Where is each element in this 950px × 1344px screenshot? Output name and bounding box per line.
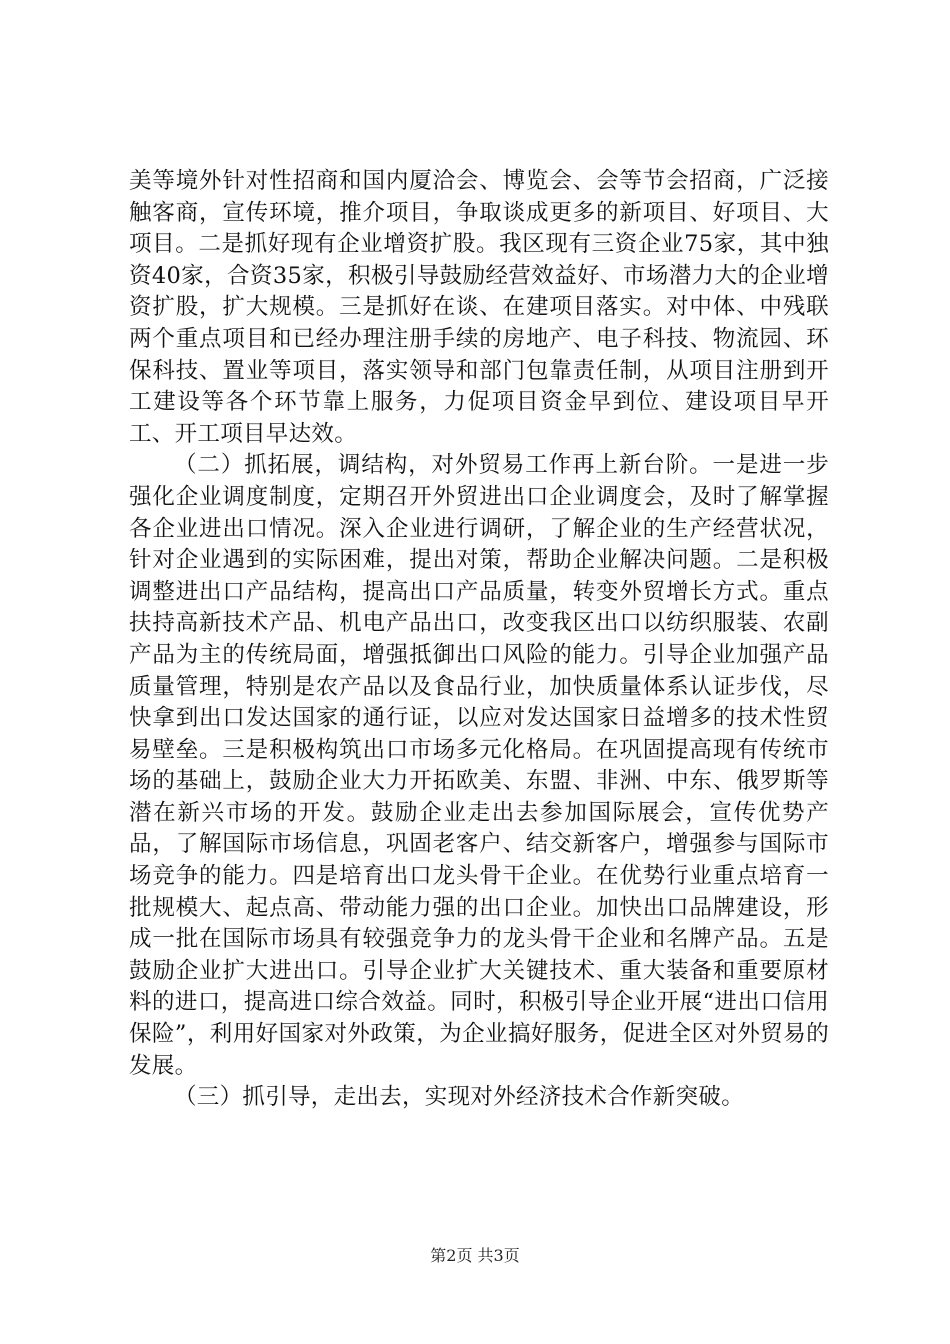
document-body <box>129 166 829 1114</box>
paragraph-foreign-trade: （二）抓拓展，调结构，对外贸易工作再上新台阶。一是进一步强化企业调度制度，定期召开外贸进出口企业调度会，及时了解掌握各企业进出口情况。深入企业进行调研，了解企业的生产经营状况，针对企业遇到的实际困难，提出对策，帮助企业解决问题。二是积极调整进出口产品结构，提高出口产品质量，转变外贸增长方式。重点扶持高新技术产品、机电产品出口，改变我区出口以纺织服装、农副产品为主的传统局面，增强抵御出口风险的能力。引导企业加强产品质量管理，特别是农产品以及食品行业，加快质量体系认证步伐，尽快拿到出口发达国家的通行证，以应对发达国家日益增多的技术性贸易壁垒。三是积极构筑出口市场多元化格局。在巩固提高现有传统市场的基础上，鼓励企业大力开拓欧美、东盟、非洲、中东、俄罗斯等潜在新兴市场的开发。鼓励企业走出去参加国际展会，宣传优势产品，了解国际市场信息，巩固老客户、结交新客户，增强参与国际市场竞争的能力。四是培育出口龙头骨干企业。在优势行业重点培育一批规模大、起点高、带动能力强的出口企业。加快出口品牌建设，形成一批在国际市场具有较强竞争力的龙头骨干企业和名牌产品。五是鼓励企业扩大进出口。引导企业扩大关键技术、重大装备和重要原材料的进口，提高进口综合效益。同时，积极引导企业开展“进出口信用保险”，利用好国家对外政策，为企业搞好服务，促进全区对外贸易的发展。 <box>129 452 829 1079</box>
page-number-label: 第2页 共3页 <box>430 1246 520 1265</box>
page-footer <box>0 1246 950 1266</box>
paragraph-economic-cooperation: （三）抓引导，走出去，实现对外经济技术合作新突破。 <box>174 1084 745 1111</box>
paragraph-continuation: 美等境外针对性招商和国内厦洽会、博览会、会等节会招商，广泛接触客商，宣传环境，推介项目，争取谈成更多的新项目、好项目、大项目。二是抓好现有企业增资扩股。我区现有三资企业75家，其中独资40家，合资35家，积极引导鼓励经营效益好、市场潜力大的企业增资扩股，扩大规模。三是抓好在谈、在建项目落实。对中体、中残联两个重点项目和已经办理注册手续的房地产、电子科技、物流园、环保科技、置业等项目，落实领导和部门包靠责任制，从项目注册到开工建设等各个环节靠上服务，力促项目资金早到位、建设项目早开工、开工项目早达效。 <box>129 168 829 447</box>
